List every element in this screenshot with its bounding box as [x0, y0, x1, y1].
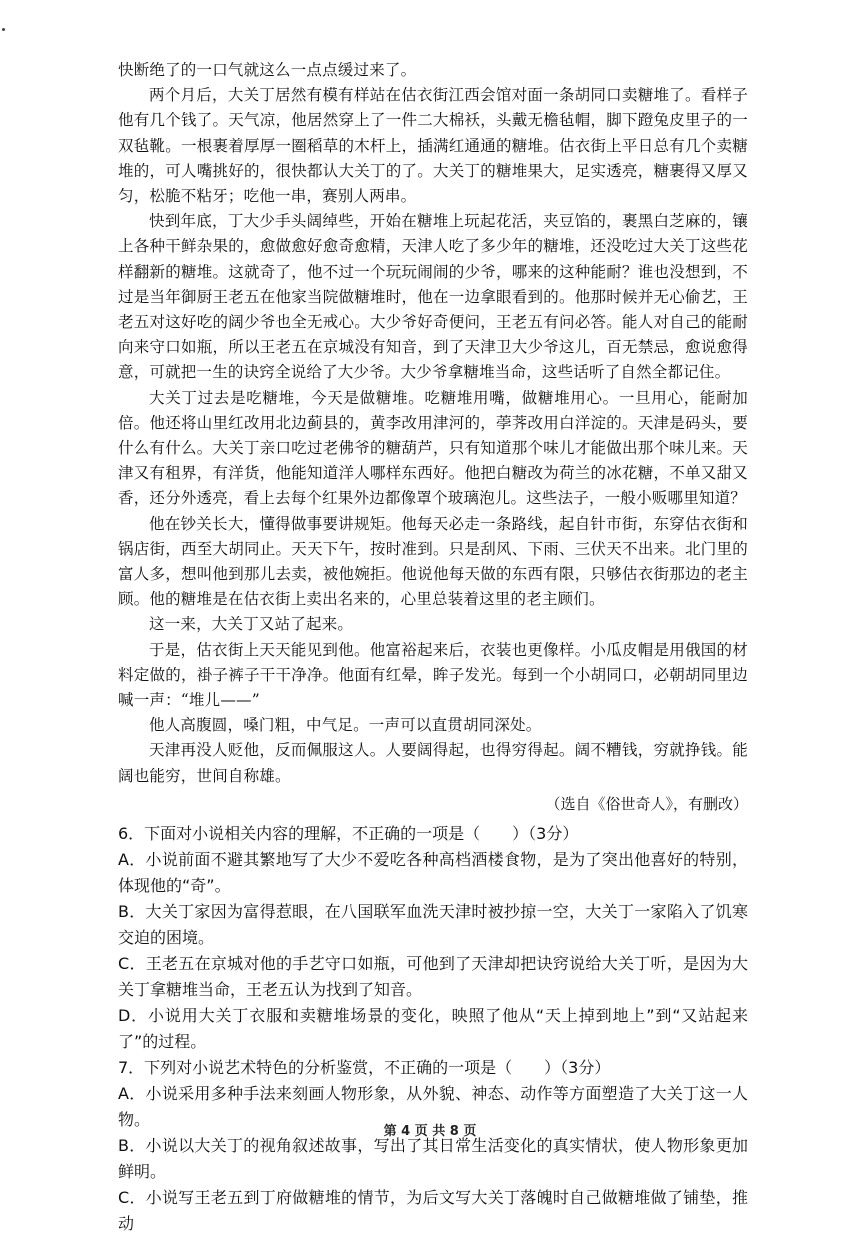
question-6: [118, 821, 748, 1055]
passage-paragraph: 这一来，大关丁又站了起来。: [149, 615, 354, 634]
option-b: B．小说以大关丁的视角叙述故事，写出了其日常生活变化的真实情状，使人物形象更加鲜明。: [118, 1135, 748, 1181]
passage-paragraph: 于是，估衣街上天天能见到他。他富裕起来后，衣装也更像样。小瓜皮帽是用俄国的材料定做的，褂子裤子干干净净。他面有红晕，眸子发光。每到一个小胡同口，必朝胡同里边喊一声：“堆儿——”: [118, 640, 748, 710]
page-footer: 第 4 页 共 8 页: [383, 1124, 477, 1139]
option-b: B．大关丁家因为富得惹眼，在八国联军血洗天津时被抄掠一空，大关丁一家陷入了饥寒交迫的困境。: [118, 901, 748, 947]
passage-paragraph: 大关丁过去是吃糖堆，今天是做糖堆。吃糖堆用嘴，做糖堆用心。一旦用心，能耐加倍。他还将山里红改用北边蓟县的，黄李改用津河的，荸荠改用白洋淀的。天津是码头，要什么有什么。大关丁亲口吃过老佛爷的糖葫芦，只有知道那个味儿才能做出那个味儿来。天津又有租界，有洋货，他能知道洋人哪样东西好。他把白糖改为荷兰的冰花糖，不单又甜又香，还分外透亮，看上去每个红果外边都像罩个玻璃泡儿。这些法子，一般小贩哪里知道？: [118, 388, 748, 508]
option-d: D．小说用大关丁衣服和卖糖堆场景的变化，映照了他从“天上掉到地上”到“又站起来了”的过程。: [118, 1005, 748, 1051]
passage-paragraph: 快断绝了的一口气就这么一点点缓过来了。: [118, 61, 417, 79]
reading-passage: [118, 58, 748, 817]
option-a: A．小说前面不避其繁地写了大少不爱吃各种高档酒楼食物，是为了突出他喜好的特别，体现他的“奇”。: [118, 849, 748, 895]
option-a: A．小说采用多种手法来刻画人物形象，从外貌、神态、动作等方面塑造了大关丁这一人物。: [118, 1083, 748, 1129]
exam-page: [118, 58, 748, 1237]
scan-dot: [2, 28, 5, 31]
question-stem: 6．下面对小说相关内容的理解，不正确的一项是（ ）（3分）: [118, 823, 579, 843]
passage-paragraph: 两个月后，大关丁居然有模有样站在估衣街江西会馆对面一条胡同口卖糖堆了。看样子他有几个钱了。天气凉，他居然穿上了一件二大棉袄，头戴无檐毡帽，脚下蹬兔皮里子的一双毡靴。一根裹着厚厚一圈稻草的木杆上，插满红通通的糖堆。估衣街上平日总有几个卖糖堆的，可人嘴挑好的，很快都认大关丁的了。大关丁的糖堆果大，足实透亮，糖裹得又厚又匀，松脆不粘牙；吃他一串，赛别人两串。: [118, 86, 748, 206]
option-c: C．王老五在京城对他的手艺守口如瓶，可他到了天津却把诀窍说给大关丁听，是因为大关丁拿糖堆当命，王老五认为找到了知音。: [118, 953, 748, 999]
passage-paragraph: 快到年底，丁大少手头阔绰些，开始在糖堆上玩起花活，夹豆馅的，裹黑白芝麻的，镶上各种干鲜杂果的，愈做愈好愈奇愈精，天津人吃了多少年的糖堆，还没吃过大关丁这些花样翻新的糖堆。这就奇了，他不过一个玩玩闹闹的少爷，哪来的这种能耐？谁也没想到，不过是当年御厨王老五在他家当院做糖堆时，他在一边拿眼看到的。他那时候并无心偷艺，王老五对这好吃的阔少爷也全无戒心。大少爷好奇便问，王老五有问必答。能人对自己的能耐向来守口如瓶，所以王老五在京城没有知音，到了天津卫大少爷这儿，百无禁忌，愈说愈得意，可就把一生的诀窍全说给了大少爷。大少爷拿糖堆当命，这些话听了自然全都记住。: [118, 212, 748, 382]
passage-paragraph: 天津再没人贬他，反而佩服这人。人要阔得起，也得穷得起。阔不糟钱，穷就挣钱。能阔也能穷，世间自称雄。: [118, 741, 748, 785]
passage-source: （选自《俗世奇人》，有删改）: [545, 794, 748, 813]
question-7: [118, 1055, 748, 1237]
questions-section: [118, 821, 748, 1237]
passage-paragraph: 他人高腹圆，嗓门粗，中气足。一声可以直贯胡同深处。: [149, 716, 542, 735]
option-c: C．小说写王老五到丁府做糖堆的情节，为后文写大关丁落魄时自己做糖堆做了铺垫，推动: [118, 1187, 748, 1233]
passage-paragraph: 他在钞关长大，懂得做事要讲规矩。他每天必走一条路线，起自针市街，东穿估衣街和锅店街，西至大胡同止。天天下午，按时准到。只是刮风、下雨、三伏天不出来。北门里的富人多，想叫他到那儿去卖，被他婉拒。他说他每天做的东西有限，只够估衣街那边的老主顾。他的糖堆是在估衣街上卖出名来的，心里总装着这里的老主顾们。: [118, 514, 748, 609]
question-stem: 7．下列对小说艺术特色的分析鉴赏，不正确的一项是（ ）（3分）: [118, 1057, 611, 1077]
